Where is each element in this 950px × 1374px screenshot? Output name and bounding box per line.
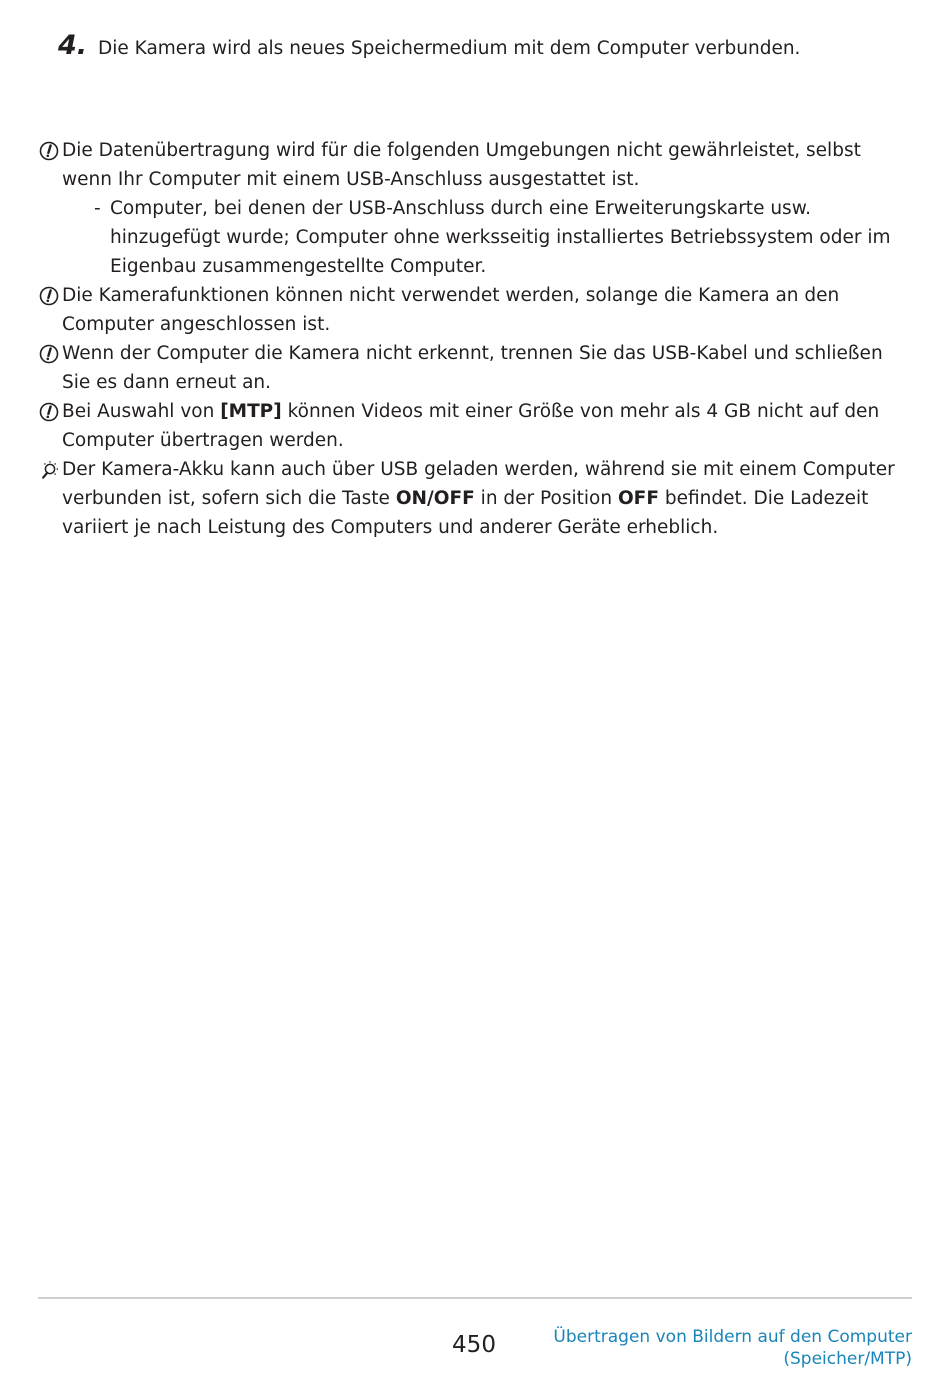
step-text: Die Kamera wird als neues Speichermedium mit dem Computer verbunden. bbox=[98, 38, 801, 59]
notes-section bbox=[38, 136, 908, 542]
note-text-part: in der Position bbox=[474, 488, 618, 509]
on-off-label: ON/OFF bbox=[395, 488, 475, 509]
tip-icon bbox=[38, 459, 60, 481]
note-text: Die Kamerafunktionen können nicht verwendet werden, solange die Kamera an den Computer angeschlossen ist. bbox=[62, 285, 840, 335]
list-dash: - bbox=[94, 198, 101, 219]
mtp-label: [MTP] bbox=[220, 401, 282, 422]
note-text-part: Bei Auswahl von bbox=[62, 401, 221, 422]
step-4 bbox=[58, 30, 800, 61]
note-caution-functions bbox=[38, 281, 908, 339]
step-number: 4. bbox=[58, 30, 88, 61]
note-caution-environments bbox=[38, 136, 908, 281]
note-text: Wenn der Computer die Kamera nicht erkennt, trennen Sie das USB-Kabel und schließen Sie es dann erneut an. bbox=[62, 343, 883, 393]
caution-icon bbox=[38, 343, 60, 365]
note-subitem bbox=[62, 194, 908, 281]
note-tip-charging bbox=[38, 455, 908, 542]
note-subitem-text: Computer, bei denen der USB-Anschluss durch eine Erweiterungskarte usw. hinzugefügt wurde; Computer ohne werksseitig installiertes Betriebssystem oder im Eigenbau zusammengestellte Computer. bbox=[110, 198, 891, 277]
note-text-part: Der Kamera-Akku kann auch über USB geladen werden, während sie mit einem Computer verbunden ist, sofern sich die Taste bbox=[62, 459, 895, 509]
note-text: Die Datenübertragung wird für die folgenden Umgebungen nicht gewährleistet, selbst wenn Ihr Computer mit einem USB-Anschluss ausgestattet ist. bbox=[62, 140, 861, 190]
section-link[interactable] bbox=[532, 1326, 912, 1370]
note-text-part: befindet. Die Ladezeit variiert je nach Leistung des Computers und anderer Geräte erheblich. bbox=[62, 488, 869, 538]
note-caution-mtp bbox=[38, 397, 908, 455]
footer-divider bbox=[38, 1297, 912, 1299]
section-link-line-2[interactable]: (Speicher/MTP) bbox=[783, 1349, 912, 1369]
caution-icon bbox=[38, 401, 60, 423]
note-text-part: können Videos mit einer Größe von mehr als 4 GB nicht auf den Computer übertragen werden. bbox=[62, 401, 880, 451]
off-label: OFF bbox=[617, 488, 659, 509]
note-caution-recognition bbox=[38, 339, 908, 397]
section-link-line-1[interactable]: Übertragen von Bildern auf den Computer bbox=[553, 1327, 912, 1347]
page-number: 450 bbox=[452, 1332, 496, 1358]
caution-icon bbox=[38, 140, 60, 162]
caution-icon bbox=[38, 285, 60, 307]
